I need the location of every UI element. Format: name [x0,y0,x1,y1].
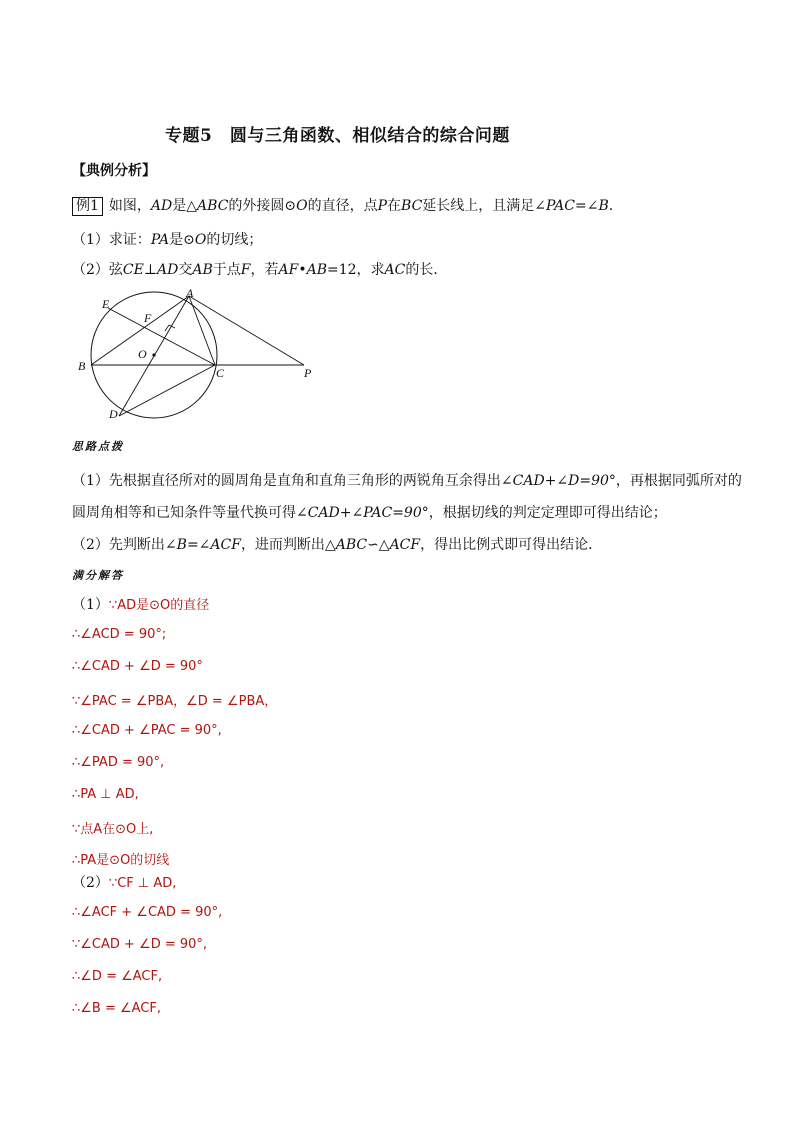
text: PAC [546,198,576,214]
hint-line-3 [72,534,602,554]
text: ⊥ [143,262,158,278]
text: 延长线上，且满足∠ [422,198,547,214]
page-title: 专题5 圆与三角函数、相似结合的综合问题 [165,126,510,146]
text: 交 [178,262,193,278]
math: ∴∠D = ∠ACF, [72,969,163,984]
question-2 [72,259,447,279]
math: ∴∠CAD + ∠D = 90° [72,659,203,674]
answer-line-8 [72,818,153,837]
center-dot [152,353,155,356]
answer-line-3 [72,658,203,674]
answer-line-7 [72,786,139,802]
math: ∵AD是⊙O的直径 [108,598,210,613]
text: F [240,262,251,278]
text: （2）先判断出 [72,537,165,553]
answer-line-6 [72,754,164,770]
section-label: 【典例分析】 [72,163,156,179]
math: ∵∠CAD + ∠D = 90°, [72,937,208,952]
text: BC [401,198,423,214]
text: 的切线； [206,232,263,248]
segment-ap [189,296,304,365]
math: ∠B=∠ACF [164,537,241,553]
answer-part2-line-1 [72,872,176,892]
answer-line-5 [72,722,222,738]
math: ∴∠CAD + ∠PAC = 90°, [72,723,222,738]
label-c: C [216,366,225,380]
math: ∵∠PAC = ∠PBA，∠D = ∠PBA， [72,694,278,709]
text: 在 [387,198,402,214]
hint-line-1 [72,470,742,490]
text: . [608,198,614,214]
math: ∴∠B = ∠ACF, [72,1001,162,1016]
math: ∠CAD+∠D=90° [500,473,616,489]
hint-heading: 思路点拨 [72,440,124,453]
example-intro [72,195,613,216]
text: △ABC [186,198,229,214]
text: 圆周角相等和已知条件等量代换可得 [72,505,296,521]
label-p: P [304,366,312,380]
label-d: D [109,407,118,421]
text: 的长． [405,262,448,278]
text: （2） [72,875,109,891]
text: ，得出比例式即可得出结论． [420,537,603,553]
text: AD [157,262,179,278]
text: AD [150,198,173,214]
text: （2）弦 [72,262,123,278]
answer-heading: 满分解答 [72,569,124,582]
text: 是⊙ [169,232,195,248]
text: O [194,232,207,248]
text: ，进而判断出 [240,537,325,553]
text: （1） [72,597,109,613]
label-a: A [186,288,194,300]
segment-ac [189,296,215,365]
math: ∠CAD+∠PAC=90° [296,505,429,521]
math: ∴PA是⊙O的切线 [72,853,170,868]
answer-part2-line-5 [72,1000,161,1016]
math: ∴∠ACD = 90°; [72,627,167,642]
text: （1）求证： [72,232,151,248]
math: ∴∠ACF + ∠CAD = 90°, [72,905,223,920]
math: ∵点A在⊙O上, [72,822,154,837]
text: =12，求 [326,262,385,278]
text: ，若 [250,262,279,278]
text: =∠ [575,198,599,214]
answer-line-4 [72,690,277,709]
question-1 [72,229,262,249]
text: （1）先根据直径所对的圆周角是直角和直角三角形的两锐角互余得出 [72,473,501,489]
text: 的外接圆⊙ [228,198,297,214]
hint-line-2 [72,502,667,522]
text: CE [122,262,144,278]
answer-line-1 [72,594,209,614]
text: ，根据切线的判定定理即可得出结论； [428,505,667,521]
text: 如图， [108,198,151,214]
text: 的直径，点 [307,198,378,214]
text: AF•AB [278,262,327,278]
text: O [296,198,308,214]
text: P [377,198,388,214]
math: △ABC∽△ACF [324,537,421,553]
answer-part2-line-2 [72,904,222,920]
segment-ce [108,308,215,365]
math: ∵CF ⊥ AD, [108,876,177,891]
label-o: O [138,347,147,361]
example-tag: 例1 [72,197,103,216]
answer-part2-line-4 [72,968,162,984]
answer-line-2 [72,626,166,642]
text: ，再根据同弧所对的 [615,473,742,489]
text: AB [192,262,213,278]
text: AC [384,262,406,278]
text: B [598,198,609,214]
answer-line-9 [72,849,169,868]
text: 是 [172,198,187,214]
math: ∴∠PAD = 90°, [72,755,165,770]
answer-part2-line-3 [72,936,207,952]
geometry-figure [72,288,332,426]
label-e: E [102,297,110,311]
text: PA [150,232,170,248]
label-f: F [144,311,152,325]
math: ∴PA ⊥ AD, [72,787,139,802]
text: 于点 [212,262,241,278]
label-b: B [78,359,86,373]
